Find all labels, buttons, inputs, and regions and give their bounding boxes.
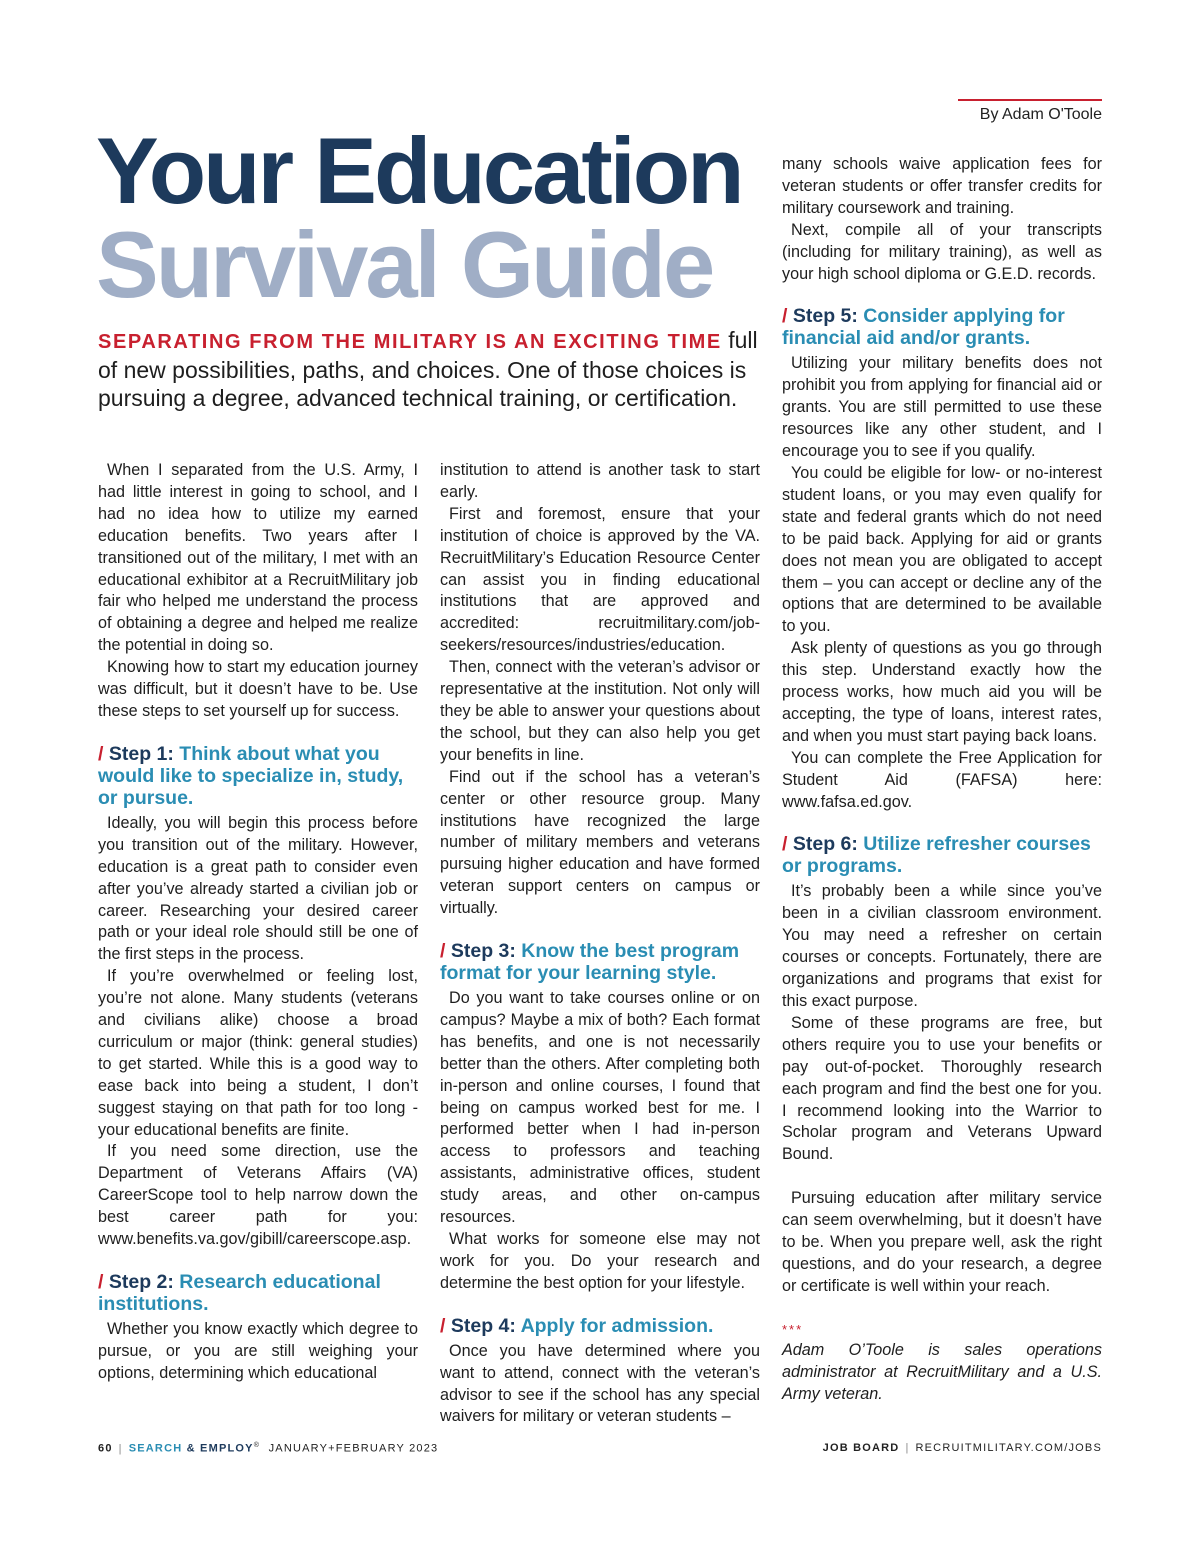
footer-right: [823, 1442, 1102, 1454]
paragraph: What works for someone else may not work for you. Do your research and determine the best option for your lifestyle.: [440, 1230, 760, 1292]
intro-rest: full of new possibilities, paths, and choices. One of those choices is pursuing a degree, advanced technical training, or certification.: [98, 327, 758, 411]
step-2-heading: / Step 2: Research educational institutions.: [98, 1271, 381, 1315]
site-url: RECRUITMILITARY.COM/JOBS: [915, 1442, 1102, 1454]
step-4-heading: / Step 4: Apply for admission.: [440, 1314, 714, 1337]
author-bio: Adam O’Toole is sales operations administrator at RecruitMilitary and a U.S. Army veteran.: [782, 1340, 1102, 1403]
magazine-name-search: SEARCH: [128, 1442, 183, 1455]
column-1: [98, 460, 418, 1385]
magazine-name-amp: &: [186, 1442, 196, 1455]
paragraph: Next, compile all of your transcripts (including for military training), as well as your high school diploma or G.E.D. records.: [782, 220, 1102, 283]
paragraph: If you’re overwhelmed or feeling lost, you’re not alone. Many students (veterans and civilians alike) choose a broad curriculum or major (think: general studies) to get started. While this is a good way to ease back into being a student, I don’t suggest staying on that path for too long - your educational benefits are finite.: [98, 967, 418, 1139]
paragraph: Knowing how to start my education journey was difficult, but it doesn’t have to be. Use these steps to set yourself up for success.: [98, 658, 418, 720]
footer-separator: |: [905, 1442, 910, 1454]
step-3-heading: / Step 3: Know the best program format for your learning style.: [440, 940, 740, 985]
paragraph: You can complete the Free Application for Student Aid (FAFSA) here: www.fafsa.ed.gov.: [782, 748, 1102, 811]
paragraph: It’s probably been a while since you’ve been in a civilian classroom environment. You may need a refresher on certain courses or concepts. Fortunately, there are organizations and programs that exist for this exact purpose.: [782, 882, 1102, 1010]
section-name: JOB BOARD: [822, 1442, 900, 1454]
intro-deck: [98, 326, 758, 412]
paragraph: Utilizing your military benefits does not prohibit you from applying for financial aid or grants. You are still permitted to use these resources like any other student, and I encourage you to see if you qualify.: [782, 354, 1102, 461]
title-line-2: Survival Guide: [96, 212, 713, 317]
footer-left: [98, 1442, 438, 1455]
paragraph: You could be eligible for low- or no-interest student loans, or you may even qualify for state and federal grants which do not need to be paid back. Applying for aid or grants does not mean you are obligated to accept them – you can accept or decline any of the options that are determined to be available to you.: [782, 463, 1102, 636]
paragraph: Ask plenty of questions as you go through this step. Understand exactly how the process works, how much aid you will be accepting, the type of loans, interest rates, and when you must start paying back loans.: [782, 639, 1102, 745]
step-6-heading: / Step 6: Utilize refresher courses or programs.: [782, 833, 1091, 878]
step-5-heading: / Step 5: Consider applying for financial aid and/or grants.: [782, 305, 1065, 350]
paragraph: Whether you know exactly which degree to pursue, or you are still weighing your options, determining which educational: [98, 1320, 418, 1382]
intro-lead: SEPARATING FROM THE MILITARY IS AN EXCITING TIME: [98, 331, 722, 353]
paragraph: First and foremost, ensure that your institution of choice is approved by the VA. RecruitMilitary’s Education Resource Center can assist you in finding educational institutions that are approved and accredited: recruitmilitary.com/job-seekers/resources/industries/education.: [440, 504, 760, 655]
paragraph: Then, connect with the veteran’s advisor or representative at the institution. Not only will they be able to answer your questions about the school, but they can also help you get your benefits in line.: [440, 658, 760, 764]
page-number: 60: [98, 1442, 113, 1455]
footer-separator: |: [118, 1442, 123, 1455]
paragraph: Find out if the school has a veteran’s center or other resource group. Many institutions have recognized the large number of military members and veterans pursuing higher education and have formed veteran support centers on campus or virtually.: [440, 767, 760, 918]
paragraph: institution to attend is another task to start early.: [440, 461, 760, 501]
column-2: [440, 460, 760, 1428]
title-line-1: Your Education: [96, 118, 742, 223]
article-title: [96, 118, 742, 317]
paragraph: When I separated from the U.S. Army, I had little interest in going to school, and I had no idea how to utilize my earned education benefits. Two years after I transitioned out of the military, I met with an educational exhibitor at a RecruitMilitary job fair who helped me understand the process of obtaining a degree and helped me realize the potential in doing so.: [98, 461, 418, 655]
paragraph: Ideally, you will begin this process before you transition out of the military. However, education is a great path to consider even after you’ve already started a civilian job or career. Researching your desired career path or your ideal role should still be one of the first steps in the process.: [98, 813, 418, 964]
paragraph: If you need some direction, use the Department of Veterans Affairs (VA) CareerScope tool to help narrow down the best career path for you: www.benefits.va.gov/gibill/careerscope.asp.: [98, 1142, 418, 1249]
magazine-name-employ: EMPLOY: [200, 1442, 254, 1455]
paragraph: Pursuing education after military service can seem overwhelming, but it doesn’t have to be. When you prepare well, ask the right questions, and do your research, a degree or certificate is well within your reach.: [782, 1189, 1102, 1295]
paragraph: Do you want to take courses online or on campus? Maybe a mix of both? Each format has benefits, and one is not necessarily better than the others. After completing both in-person and online courses, I found that being on campus worked best for me. I performed better when I had in-person access to professors and teaching assistants, administrative offices, student study areas, and other on-campus resources.: [440, 989, 760, 1227]
section-stars: ***: [782, 1321, 804, 1337]
byline-rule: [958, 99, 1102, 101]
paragraph: Some of these programs are free, but others require you to use your benefits or pay out-of-pocket. Thoroughly research each program and find the best one for you. I recommend looking into the Warrior to Scholar program and Veterans Upward Bound.: [782, 1013, 1102, 1164]
step-1-heading: / Step 1: Think about what you would like to specialize in, study, or pursue.: [98, 742, 404, 809]
registered-mark: ®: [253, 1442, 261, 1449]
issue-date: JANUARY+FEBRUARY 2023: [268, 1442, 439, 1455]
column-3: [782, 154, 1102, 1406]
byline: By Adam O'Toole: [979, 106, 1102, 123]
paragraph: many schools waive application fees for veteran students or offer transfer credits for military coursework and training.: [782, 155, 1102, 217]
paragraph: Once you have determined where you want to attend, connect with the veteran’s advisor to see if the school has any special waivers for military or veteran students –: [440, 1341, 760, 1426]
spacer: [782, 1166, 1102, 1188]
